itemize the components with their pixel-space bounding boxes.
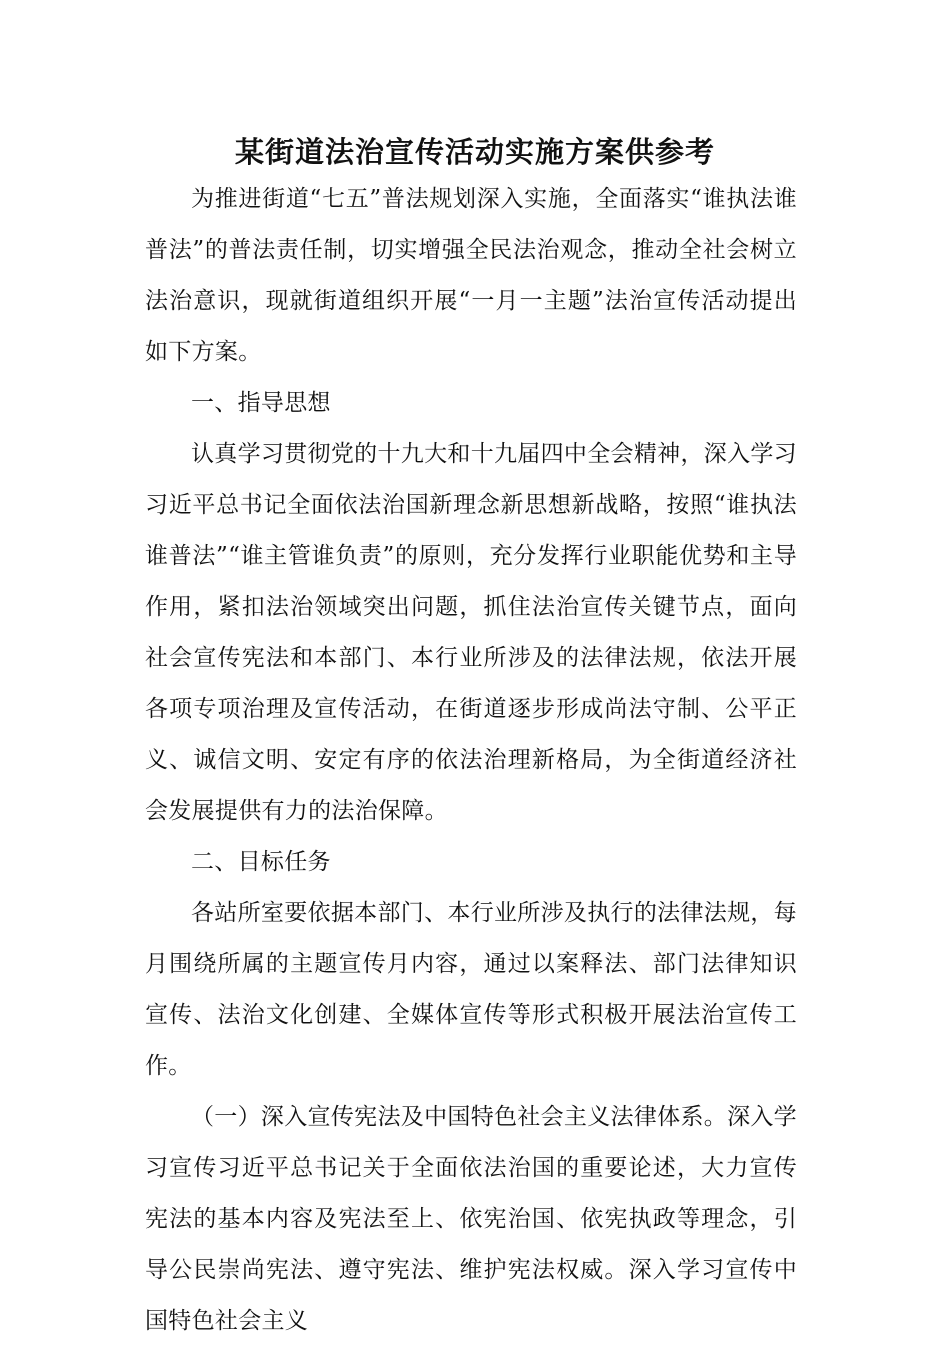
paragraph-goals-tasks: 各站所室要依据本部门、本行业所涉及执行的法律法规，每月围绕所属的主题宣传月内容，通过以案释法、部门法律知识宣传、法治文化创建、全媒体宣传等形式积极开展法治宣传工作。	[145, 900, 797, 1079]
paragraph-intro: 为推进街道“七五”普法规划深入实施，全面落实“谁执法谁普法”的普法责任制，切实增强全民法治观念，推动全社会树立法治意识，现就街道组织开展“一月一主题”法治宣传活动提出如下方案。	[145, 186, 797, 365]
section-heading-goals-tasks: 二、目标任务	[191, 849, 331, 875]
document-body	[145, 174, 797, 1347]
document-title: 某街道法治宣传活动实施方案供参考	[234, 135, 715, 169]
section-heading-guiding-ideology: 一、指导思想	[191, 390, 331, 416]
paragraph-guiding-ideology: 认真学习贯彻党的十九大和十九届四中全会精神，深入学习习近平总书记全面依法治国新理念新思想新战略，按照“谁执法谁普法”“谁主管谁负责”的原则，充分发挥行业职能优势和主导作用，紧扣法治领域突出问题，抓住法治宣传关键节点，面向社会宣传宪法和本部门、本行业所涉及的法律法规，依法开展各项专项治理及宣传活动，在街道逐步形成尚法守制、公平正义、诚信文明、安定有序的依法治理新格局，为全街道经济社会发展提供有力的法治保障。	[145, 441, 797, 824]
paragraph-constitution-publicity: （一）深入宣传宪法及中国特色社会主义法律体系。深入学习宣传习近平总书记关于全面依法治国的重要论述，大力宣传宪法的基本内容及宪法至上、依宪治国、依宪执政等理念，引导公民崇尚宪法、遵守宪法、维护宪法权威。深入学习宣传中国特色社会主义	[145, 1104, 797, 1334]
